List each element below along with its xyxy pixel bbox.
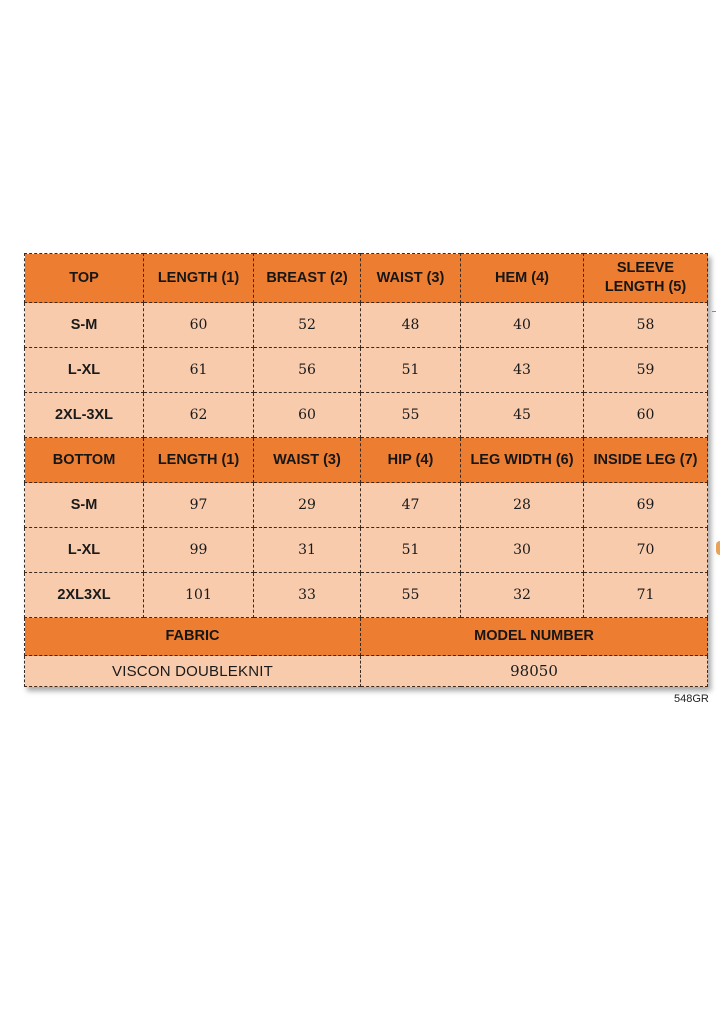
fabric-value-row <box>25 656 708 687</box>
size-chart-table <box>24 253 708 687</box>
bottom-header-cell: WAIST (3) <box>254 438 361 483</box>
measurement-cell: 101 <box>144 573 254 618</box>
measurement-cell: 30 <box>461 528 584 573</box>
fabric-header-cell: FABRIC <box>25 618 361 656</box>
model-number-value: 98050 <box>361 656 708 687</box>
bottom-header-cell: LEG WIDTH (6) <box>461 438 584 483</box>
measurement-cell: 31 <box>254 528 361 573</box>
bottom-header-cell: LENGTH (1) <box>144 438 254 483</box>
document-code: 548GR <box>674 693 709 705</box>
fabric-value: VISCON DOUBLEKNIT <box>25 656 361 687</box>
measurement-cell: 56 <box>254 348 361 393</box>
size-label: 2XL3XL <box>25 573 144 618</box>
measurement-cell: 61 <box>144 348 254 393</box>
measurement-cell: 45 <box>461 393 584 438</box>
model-number-header-cell: MODEL NUMBER <box>361 618 708 656</box>
edge-mark <box>716 541 720 555</box>
table-row <box>25 393 708 438</box>
measurement-cell: 55 <box>361 573 461 618</box>
measurement-cell: 60 <box>254 393 361 438</box>
size-label: L-XL <box>25 528 144 573</box>
top-header-cell: LENGTH (1) <box>144 254 254 303</box>
size-label: S-M <box>25 303 144 348</box>
bottom-header-cell: HIP (4) <box>361 438 461 483</box>
measurement-cell: 51 <box>361 348 461 393</box>
measurement-cell: 33 <box>254 573 361 618</box>
top-header-row <box>25 254 708 303</box>
table-row <box>25 348 708 393</box>
measurement-cell: 99 <box>144 528 254 573</box>
size-label: S-M <box>25 483 144 528</box>
top-header-cell: HEM (4) <box>461 254 584 303</box>
measurement-cell: 58 <box>584 303 708 348</box>
measurement-cell: 48 <box>361 303 461 348</box>
table-row <box>25 573 708 618</box>
bottom-header-cell: BOTTOM <box>25 438 144 483</box>
measurement-cell: 69 <box>584 483 708 528</box>
measurement-cell: 29 <box>254 483 361 528</box>
measurement-cell: 60 <box>144 303 254 348</box>
table-row <box>25 528 708 573</box>
measurement-cell: 47 <box>361 483 461 528</box>
fabric-header-row <box>25 618 708 656</box>
measurement-cell: 51 <box>361 528 461 573</box>
measurement-cell: 70 <box>584 528 708 573</box>
bottom-header-cell: INSIDE LEG (7) <box>584 438 708 483</box>
top-header-cell: TOP <box>25 254 144 303</box>
measurement-cell: 60 <box>584 393 708 438</box>
top-header-cell: SLEEVE LENGTH (5) <box>584 254 708 303</box>
measurement-cell: 28 <box>461 483 584 528</box>
table-row <box>25 303 708 348</box>
measurement-cell: 55 <box>361 393 461 438</box>
measurement-cell: 59 <box>584 348 708 393</box>
measurement-cell: 62 <box>144 393 254 438</box>
edge-dot <box>712 311 716 312</box>
size-label: 2XL-3XL <box>25 393 144 438</box>
table-row <box>25 483 708 528</box>
measurement-cell: 32 <box>461 573 584 618</box>
measurement-cell: 71 <box>584 573 708 618</box>
top-header-cell: WAIST (3) <box>361 254 461 303</box>
measurement-cell: 43 <box>461 348 584 393</box>
bottom-header-row <box>25 438 708 483</box>
size-label: L-XL <box>25 348 144 393</box>
measurement-cell: 97 <box>144 483 254 528</box>
measurement-cell: 40 <box>461 303 584 348</box>
measurement-cell: 52 <box>254 303 361 348</box>
top-header-cell: BREAST (2) <box>254 254 361 303</box>
